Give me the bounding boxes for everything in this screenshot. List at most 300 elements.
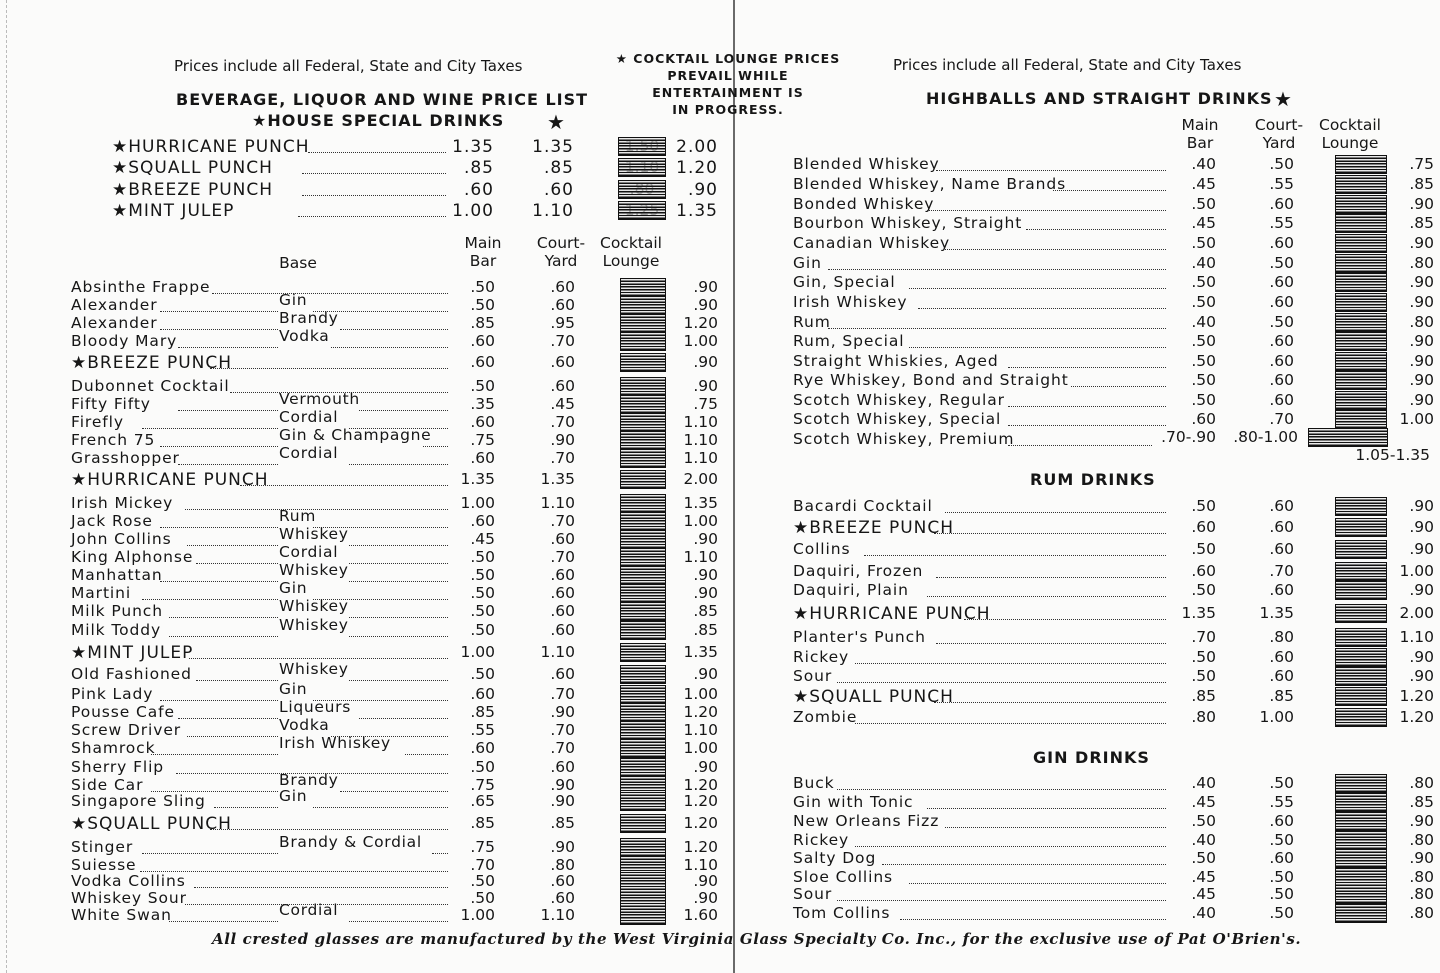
right-title: HIGHBALLS AND STRAIGHT DRINKS bbox=[926, 89, 1273, 108]
main-bar-price: .40 bbox=[1191, 774, 1216, 792]
crossed-price-text: .80 bbox=[629, 180, 655, 198]
drink-base: Cordial bbox=[279, 543, 339, 561]
lounge-price: .90 bbox=[693, 296, 718, 314]
crossed-out-price bbox=[621, 450, 665, 467]
drink-name: Fifty Fifty bbox=[71, 395, 151, 413]
crossed-price-text: 1.10 bbox=[624, 158, 660, 176]
main-bar-price: .45 bbox=[1191, 885, 1216, 903]
drink-name: Shamrock bbox=[71, 739, 156, 757]
drink-name: Sour bbox=[793, 667, 833, 685]
drink-name: Screw Driver bbox=[71, 721, 182, 739]
main-bar-price: .50 bbox=[470, 889, 495, 907]
courtyard-price: .90 bbox=[550, 703, 575, 721]
courtyard-price: .50 bbox=[1269, 831, 1294, 849]
drink-name: French 75 bbox=[71, 431, 156, 449]
rum-title: RUM DRINKS bbox=[1030, 470, 1156, 489]
drink-name: Buck bbox=[793, 774, 835, 792]
drink-base: Brandy & Cordial bbox=[279, 833, 422, 851]
main-bar-price: .60 bbox=[1191, 410, 1216, 428]
drink-name: Zombie bbox=[793, 708, 858, 726]
main-bar-price: .45 bbox=[1191, 214, 1216, 232]
drink-name: ★HURRICANE PUNCH bbox=[793, 604, 991, 624]
drink-name: King Alphonse bbox=[71, 548, 194, 566]
crossed-out-price bbox=[1336, 392, 1386, 409]
highballs-row bbox=[0, 313, 1440, 332]
rum-row bbox=[0, 628, 1440, 647]
main-bar-price: .50 bbox=[1191, 371, 1216, 389]
courtyard-price: .55 bbox=[1269, 214, 1294, 232]
main-bar-price: .40 bbox=[1191, 313, 1216, 331]
courtyard-price: .60 bbox=[550, 296, 575, 314]
courtyard-price: .50 bbox=[1269, 904, 1294, 922]
main-bar-price: .50 bbox=[470, 621, 495, 639]
courtyard-price: .60 bbox=[1269, 518, 1294, 536]
drink-base: Vermouth bbox=[279, 390, 360, 408]
dot-leader bbox=[909, 288, 1166, 289]
dot-leader bbox=[936, 170, 1166, 171]
courtyard-price: .55 bbox=[1269, 793, 1294, 811]
special-main-price: 1.00 bbox=[452, 201, 494, 221]
drink-base: Gin bbox=[279, 680, 308, 698]
dot-leader bbox=[240, 485, 448, 486]
dot-leader bbox=[934, 533, 1166, 534]
lounge-price: .85 bbox=[1409, 793, 1434, 811]
drink-name: Blended Whiskey bbox=[793, 155, 940, 173]
highballs-row bbox=[0, 214, 1440, 233]
lounge-price: 1.20 bbox=[1399, 708, 1434, 726]
special-name: ★BREEZE PUNCH bbox=[112, 180, 274, 200]
left-title: BEVERAGE, LIQUOR AND WINE PRICE LIST bbox=[176, 90, 589, 109]
dot-leader bbox=[945, 249, 1166, 250]
dot-leader bbox=[187, 736, 278, 737]
drink-name: Pousse Cafe bbox=[71, 703, 175, 721]
courtyard-price: .90 bbox=[550, 838, 575, 856]
lounge-price: 1.20 bbox=[683, 314, 718, 332]
courtyard-price: .60 bbox=[1269, 648, 1294, 666]
main-bar-price: .50 bbox=[470, 296, 495, 314]
crossed-out-price bbox=[1336, 605, 1386, 622]
courtyard-price: 1.00 bbox=[1259, 708, 1294, 726]
lounge-price: .90 bbox=[1409, 648, 1434, 666]
drink-name: Absinthe Frappe bbox=[71, 278, 211, 296]
drink-name: Scotch Whiskey, Regular bbox=[793, 391, 1005, 409]
drink-name: Singapore Sling bbox=[71, 792, 206, 810]
rum-row bbox=[0, 648, 1440, 667]
highballs-row bbox=[0, 391, 1440, 410]
main-bar-price: 1.00 bbox=[460, 494, 495, 512]
crossed-out-price bbox=[1336, 156, 1386, 173]
special-row bbox=[0, 137, 740, 156]
lounge-price: 1.10 bbox=[683, 431, 718, 449]
dot-leader bbox=[1071, 386, 1166, 387]
lounge-price: .90 bbox=[1409, 497, 1434, 515]
dot-leader bbox=[1008, 425, 1166, 426]
dot-leader bbox=[178, 464, 278, 465]
left-taxes-note: Prices include all Federal, State and City Taxes bbox=[174, 57, 523, 75]
drink-name: Suiesse bbox=[71, 856, 137, 874]
gin-title: GIN DRINKS bbox=[1033, 748, 1150, 767]
drink-name: Sherry Flip bbox=[71, 758, 165, 776]
lounge-price: .90 bbox=[1409, 540, 1434, 558]
dot-leader bbox=[837, 789, 1166, 790]
courtyard-price: 1.10 bbox=[540, 494, 575, 512]
drink-name: ★BREEZE PUNCH bbox=[793, 518, 955, 538]
lounge-price: 1.20 bbox=[683, 838, 718, 856]
right-taxes-note: Prices include all Federal, State and City Taxes bbox=[893, 56, 1242, 74]
crossed-out-price bbox=[1336, 176, 1386, 193]
main-bar-price: .70 bbox=[470, 856, 495, 874]
crossed-out-price bbox=[1336, 775, 1386, 792]
drink-name: Collins bbox=[793, 540, 851, 558]
courtyard-price: .60 bbox=[1269, 234, 1294, 252]
lounge-price: .75 bbox=[1409, 155, 1434, 173]
right-col-court: Court- Yard bbox=[1254, 116, 1304, 152]
crossed-out-price bbox=[1336, 294, 1386, 311]
dot-leader bbox=[855, 846, 1166, 847]
courtyard-price: .50 bbox=[1269, 254, 1294, 272]
crossed-out-price bbox=[1336, 353, 1386, 370]
highballs-row bbox=[0, 332, 1440, 351]
main-bar-price: .50 bbox=[470, 758, 495, 776]
lounge-price: .85 bbox=[1409, 175, 1434, 193]
lounge-price: .80 bbox=[1409, 904, 1434, 922]
dot-leader bbox=[927, 596, 1166, 597]
dot-leader bbox=[837, 682, 1166, 683]
drink-name: Grasshopper bbox=[71, 449, 180, 467]
crossed-out-price bbox=[1336, 649, 1386, 666]
left-col-base: Base bbox=[279, 254, 317, 272]
main-bar-price: .50 bbox=[1191, 581, 1216, 599]
lounge-price: 1.00 bbox=[1399, 562, 1434, 580]
center-note-line: IN PROGRESS. bbox=[672, 102, 784, 117]
drink-base: Gin bbox=[279, 291, 308, 309]
main-bar-price: .50 bbox=[1191, 352, 1216, 370]
dot-leader bbox=[900, 919, 1166, 920]
lounge-price: .90 bbox=[1409, 812, 1434, 830]
crossed-out-price bbox=[1336, 498, 1386, 515]
main-bar-price: .50 bbox=[470, 566, 495, 584]
crossed-out-price bbox=[1336, 196, 1386, 213]
drink-name: Rum, Special bbox=[793, 332, 905, 350]
drink-name: Bloody Mary bbox=[71, 332, 178, 350]
highballs-row bbox=[0, 155, 1440, 174]
drink-name: John Collins bbox=[71, 530, 172, 548]
highballs-row bbox=[0, 410, 1440, 429]
rum-row bbox=[0, 581, 1440, 600]
rum-row bbox=[0, 667, 1440, 686]
lounge-price: 1.20 bbox=[683, 814, 718, 832]
courtyard-price: .70 bbox=[550, 685, 575, 703]
special-main-price: 1.35 bbox=[452, 137, 494, 157]
main-bar-price: .50 bbox=[1191, 667, 1216, 685]
courtyard-price: 1.35 bbox=[1259, 604, 1294, 622]
lounge-price: 2.00 bbox=[1399, 604, 1434, 622]
highballs-row bbox=[0, 371, 1440, 390]
courtyard-price: .60 bbox=[1269, 371, 1294, 389]
courtyard-price: .60 bbox=[1269, 391, 1294, 409]
drink-base: Gin & Champagne bbox=[279, 426, 432, 444]
courtyard-price: .60 bbox=[550, 353, 575, 371]
drink-name: Gin bbox=[793, 254, 822, 272]
main-bar-price: .50 bbox=[1191, 540, 1216, 558]
drink-row bbox=[0, 734, 740, 758]
courtyard-price: .60 bbox=[1269, 497, 1294, 515]
crossed-out-price bbox=[1336, 541, 1386, 558]
drink-base: Gin bbox=[279, 787, 308, 805]
center-note-line: ★ COCKTAIL LOUNGE PRICES bbox=[615, 51, 841, 66]
main-bar-price: .45 bbox=[1191, 793, 1216, 811]
courtyard-price: .90 bbox=[550, 776, 575, 794]
lounge-price: 1.10 bbox=[683, 721, 718, 739]
drink-name: Martini bbox=[71, 584, 132, 602]
lounge-price: .90 bbox=[693, 377, 718, 395]
main-bar-price: .50 bbox=[470, 665, 495, 683]
lounge-price: .90 bbox=[1409, 273, 1434, 291]
drink-name: Bonded Whiskey bbox=[793, 195, 935, 213]
lounge-price: 1.00 bbox=[683, 739, 718, 757]
main-bar-price: .60 bbox=[1191, 562, 1216, 580]
gin-row bbox=[0, 774, 1440, 793]
courtyard-price: .50 bbox=[1269, 868, 1294, 886]
lounge-price: .80 bbox=[1409, 254, 1434, 272]
dot-leader bbox=[828, 269, 1166, 270]
courtyard-price: .60 bbox=[550, 872, 575, 890]
main-bar-price: .50 bbox=[1191, 332, 1216, 350]
highballs-row bbox=[0, 254, 1440, 273]
highballs-row bbox=[0, 352, 1440, 371]
drink-name: Straight Whiskies, Aged bbox=[793, 352, 999, 370]
highballs-row bbox=[0, 293, 1440, 312]
lounge-price: .90 bbox=[693, 889, 718, 907]
lounge-price: .90 bbox=[1409, 371, 1434, 389]
main-bar-price: .60 bbox=[470, 739, 495, 757]
lounge-price: 1.35 bbox=[683, 494, 718, 512]
lounge-price: .90 bbox=[693, 530, 718, 548]
main-bar-price: .50 bbox=[470, 377, 495, 395]
main-bar-price: .75 bbox=[470, 776, 495, 794]
main-bar-price: 1.35 bbox=[1181, 604, 1216, 622]
courtyard-price: .60 bbox=[550, 889, 575, 907]
drink-base: Whiskey bbox=[279, 660, 349, 678]
lounge-price: 1.20 bbox=[1399, 687, 1434, 705]
crossed-out-price bbox=[621, 471, 665, 488]
courtyard-price: .60 bbox=[550, 621, 575, 639]
special-name: ★MINT JULEP bbox=[112, 201, 235, 221]
courtyard-price: .60 bbox=[1269, 332, 1294, 350]
drink-name: Vodka Collins bbox=[71, 872, 186, 890]
main-bar-price: .50 bbox=[1191, 195, 1216, 213]
drink-name: Pink Lady bbox=[71, 685, 154, 703]
main-bar-price: .70 bbox=[1191, 628, 1216, 646]
drink-name: ★SQUALL PUNCH bbox=[793, 687, 954, 707]
main-bar-price: .50 bbox=[1191, 648, 1216, 666]
courtyard-price: .60 bbox=[1269, 352, 1294, 370]
special-court-price: .60 bbox=[543, 180, 574, 200]
dot-leader bbox=[909, 883, 1166, 884]
courtyard-price: .95 bbox=[550, 314, 575, 332]
main-bar-price: .50 bbox=[470, 584, 495, 602]
dot-leader bbox=[864, 555, 1166, 556]
drink-name: Bourbon Whiskey, Straight bbox=[793, 214, 1023, 232]
dot-leader bbox=[1053, 190, 1166, 191]
drink-name: Rickey bbox=[793, 831, 850, 849]
gin-row bbox=[0, 904, 1440, 923]
drink-base: Gin bbox=[279, 579, 308, 597]
drink-name: Milk Toddy bbox=[71, 621, 162, 639]
dot-leader bbox=[882, 864, 1166, 865]
lounge-price: .80 bbox=[1409, 313, 1434, 331]
courtyard-price: .60 bbox=[1269, 195, 1294, 213]
courtyard-price: .60 bbox=[1269, 812, 1294, 830]
lounge-price: 1.35 bbox=[683, 643, 718, 661]
courtyard-price: .70 bbox=[550, 548, 575, 566]
left-col-court: Court- Yard bbox=[536, 234, 586, 270]
lounge-price: 1.20 bbox=[683, 703, 718, 721]
main-bar-price: 1.00 bbox=[460, 643, 495, 661]
crossed-out-price bbox=[1336, 709, 1386, 726]
crossed-out-price bbox=[1336, 850, 1386, 867]
dot-leader bbox=[936, 577, 1166, 578]
courtyard-price: .60 bbox=[1269, 293, 1294, 311]
dot-leader bbox=[828, 328, 1166, 329]
main-bar-price: .50 bbox=[470, 602, 495, 620]
main-bar-price: .60 bbox=[1191, 518, 1216, 536]
courtyard-price: .90 bbox=[550, 792, 575, 810]
lounge-price: 1.10 bbox=[1399, 628, 1434, 646]
main-bar-price: .85 bbox=[470, 703, 495, 721]
crossed-out-price bbox=[1336, 869, 1386, 886]
left-col-lounge: Cocktail Lounge bbox=[600, 234, 662, 270]
lounge-price: .90 bbox=[1409, 234, 1434, 252]
lounge-price: .80 bbox=[1409, 831, 1434, 849]
courtyard-price: .80-1.00 bbox=[1233, 428, 1298, 446]
crossed-out-price bbox=[1336, 905, 1386, 922]
lounge-price: .80 bbox=[1409, 868, 1434, 886]
dot-leader bbox=[945, 827, 1166, 828]
drink-name: Jack Rose bbox=[71, 512, 153, 530]
main-bar-price: .40 bbox=[1191, 904, 1216, 922]
left-col-main: Main Bar bbox=[464, 234, 502, 270]
lounge-price: .80 bbox=[1409, 774, 1434, 792]
lounge-price: 1.10 bbox=[683, 856, 718, 874]
lounge-price: .90 bbox=[1409, 332, 1434, 350]
main-bar-price: .50 bbox=[1191, 273, 1216, 291]
courtyard-price: .60 bbox=[550, 665, 575, 683]
center-note bbox=[612, 50, 844, 118]
crossed-out-price bbox=[1336, 813, 1386, 830]
right-col-main: Main Bar bbox=[1181, 116, 1219, 152]
special-court-price: 1.35 bbox=[532, 137, 574, 157]
lounge-price: .90 bbox=[1409, 391, 1434, 409]
drink-name: Scotch Whiskey, Special bbox=[793, 410, 1002, 428]
drink-row bbox=[0, 444, 740, 468]
drink-name: Gin with Tonic bbox=[793, 793, 914, 811]
drink-name: Manhattan bbox=[71, 566, 163, 584]
drink-name: Firefly bbox=[71, 413, 124, 431]
dot-leader bbox=[1008, 367, 1166, 368]
main-bar-price: .50 bbox=[470, 278, 495, 296]
dot-leader bbox=[855, 723, 1166, 724]
crossed-price-text: 1.25 bbox=[624, 201, 660, 219]
special-main-price: .85 bbox=[463, 158, 494, 178]
main-bar-price: .85 bbox=[470, 314, 495, 332]
main-bar-price: .75 bbox=[470, 838, 495, 856]
main-bar-price: 1.35 bbox=[460, 470, 495, 488]
courtyard-price: .60 bbox=[1269, 667, 1294, 685]
dot-leader bbox=[927, 210, 1166, 211]
lounge-price: .75 bbox=[693, 395, 718, 413]
drink-base: Whiskey bbox=[279, 616, 349, 634]
main-bar-price: .60 bbox=[470, 685, 495, 703]
courtyard-price: .60 bbox=[550, 530, 575, 548]
main-bar-price: .55 bbox=[470, 721, 495, 739]
dot-leader bbox=[964, 619, 1166, 620]
courtyard-price: .50 bbox=[1269, 313, 1294, 331]
courtyard-price: .85 bbox=[1269, 687, 1294, 705]
lounge-price: 1.00 bbox=[683, 332, 718, 350]
lounge-price: 1.00 bbox=[1399, 410, 1434, 428]
lounge-price: .90 bbox=[693, 872, 718, 890]
lounge-price: .85 bbox=[1409, 214, 1434, 232]
courtyard-price: .70 bbox=[550, 413, 575, 431]
dot-leader bbox=[349, 464, 448, 465]
left-subtitle: ★HOUSE SPECIAL DRINKS bbox=[252, 111, 505, 130]
lounge-price: 1.05-1.35 bbox=[1355, 446, 1430, 464]
drink-base: Whiskey bbox=[279, 597, 349, 615]
dot-leader bbox=[308, 152, 446, 153]
crossed-out-price bbox=[1336, 688, 1386, 705]
crossed-out-price bbox=[1336, 215, 1386, 232]
drink-name: Salty Dog bbox=[793, 849, 877, 867]
crossed-out-price bbox=[1336, 794, 1386, 811]
drink-name: Planter's Punch bbox=[793, 628, 926, 646]
main-bar-price: .80 bbox=[1191, 708, 1216, 726]
courtyard-price: .70 bbox=[550, 332, 575, 350]
drink-name: Daquiri, Frozen bbox=[793, 562, 924, 580]
dot-leader bbox=[909, 347, 1166, 348]
courtyard-price: .50 bbox=[1269, 774, 1294, 792]
courtyard-price: .60 bbox=[550, 602, 575, 620]
drink-base: Rum bbox=[279, 507, 317, 525]
footer-note: All crested glasses are manufactured by the West Virginia Glass Specialty Co. Inc., for the exclusive use of Pat O'Brien's. bbox=[212, 930, 1302, 948]
drink-name: Old Fashioned bbox=[71, 665, 192, 683]
highballs-row bbox=[0, 273, 1440, 292]
courtyard-price: .60 bbox=[550, 377, 575, 395]
rum-row bbox=[0, 708, 1440, 727]
drink-name: Rickey bbox=[793, 648, 850, 666]
courtyard-price: .70 bbox=[550, 449, 575, 467]
drink-name: Rye Whiskey, Bond and Straight bbox=[793, 371, 1069, 389]
courtyard-price: 1.35 bbox=[540, 470, 575, 488]
lounge-price: .80 bbox=[1409, 885, 1434, 903]
drink-name: ★MINT JULEP bbox=[71, 643, 194, 663]
gin-row bbox=[0, 812, 1440, 831]
drink-name: Irish Whiskey bbox=[793, 293, 908, 311]
highballs-row bbox=[0, 234, 1440, 253]
main-bar-price: .60 bbox=[470, 353, 495, 371]
courtyard-price: .60 bbox=[1269, 581, 1294, 599]
drink-base: Brandy bbox=[279, 771, 339, 789]
drink-name: Irish Mickey bbox=[71, 494, 174, 512]
left-title-star: ★ bbox=[547, 110, 565, 134]
main-bar-price: .40 bbox=[1191, 155, 1216, 173]
gin-row bbox=[0, 849, 1440, 868]
special-court-price: 1.10 bbox=[532, 201, 574, 221]
main-bar-price: .75 bbox=[470, 431, 495, 449]
right-col-lounge: Cocktail Lounge bbox=[1319, 116, 1381, 152]
crossed-out-price bbox=[1336, 314, 1386, 331]
main-bar-price: 1.00 bbox=[460, 906, 495, 924]
